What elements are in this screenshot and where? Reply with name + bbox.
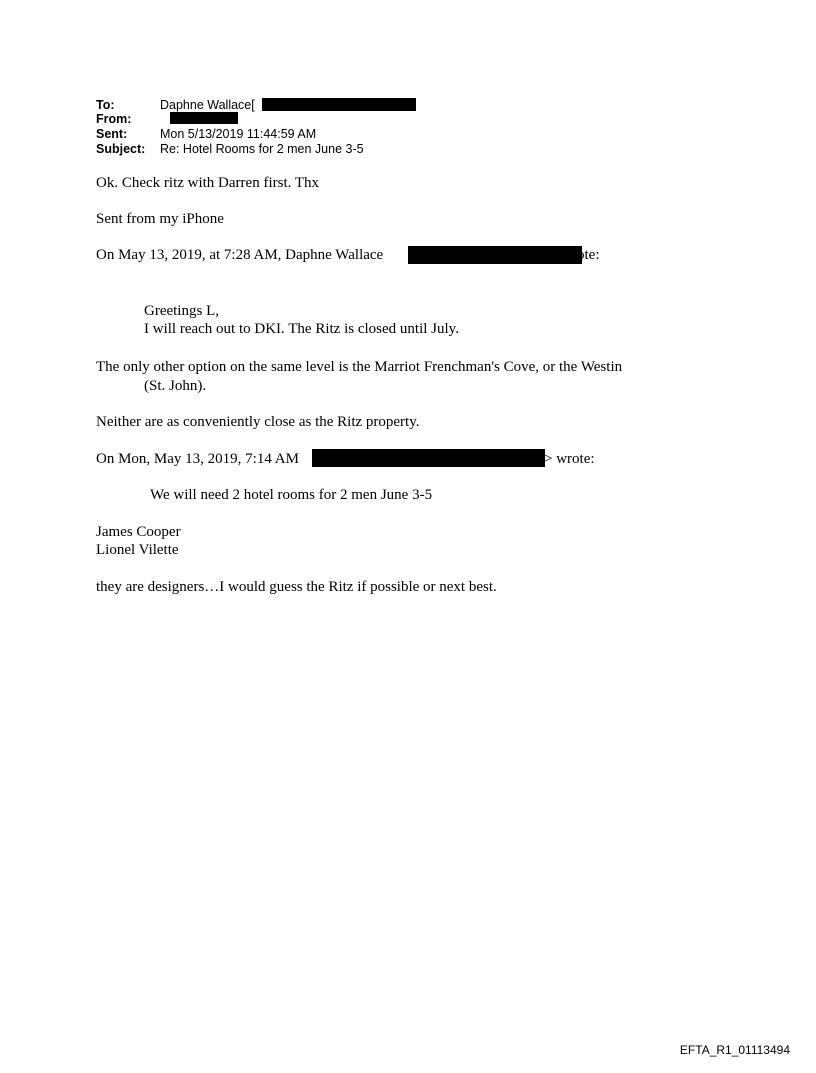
- quote2-email-redaction: [312, 449, 545, 467]
- greeting: Greetings L,: [144, 303, 219, 319]
- designers-line: they are designers…I would guess the Ritz if possible or next best.: [96, 579, 497, 595]
- document-id: EFTA_R1_01113494: [679, 1043, 790, 1057]
- from-value-redaction: [170, 112, 238, 124]
- option-line-1: The only other option on the same level is the Marriot Frenchman's Cove, or the Westin: [96, 359, 623, 375]
- to-label: To:: [96, 98, 115, 112]
- sent-label: Sent:: [96, 127, 128, 141]
- subject-label: Subject:: [96, 142, 146, 156]
- subject-value: Re: Hotel Rooms for 2 men June 3-5: [160, 142, 364, 156]
- quote1-email-redaction: [408, 246, 582, 264]
- quote1-intro: On May 13, 2019, at 7:28 AM, Daphne Wallace: [96, 247, 384, 263]
- quote2-intro-end: > wrote:: [544, 451, 595, 467]
- sent-value: Mon 5/13/2019 11:44:59 AM: [160, 127, 317, 141]
- need-rooms-line: We will need 2 hotel rooms for 2 men June 3-5: [150, 487, 433, 503]
- quote2-intro: On Mon, May 13, 2019, 7:14 AM: [96, 451, 299, 467]
- to-value: Daphne Wallace[: [160, 98, 255, 112]
- name-1: James Cooper: [96, 524, 181, 540]
- reach-out-line: I will reach out to DKI. The Ritz is closed until July.: [144, 321, 459, 337]
- signature-line: Sent from my iPhone: [96, 211, 224, 227]
- quote1-intro-end: rote:: [572, 247, 600, 263]
- reply-line: Ok. Check ritz with Darren first. Thx: [96, 175, 320, 191]
- name-2: Lionel Vilette: [96, 542, 179, 558]
- to-email-redaction: [262, 98, 416, 111]
- neither-line: Neither are as conveniently close as the Ritz property.: [96, 414, 420, 430]
- from-label: From:: [96, 112, 132, 126]
- option-line-2: (St. John).: [144, 378, 207, 394]
